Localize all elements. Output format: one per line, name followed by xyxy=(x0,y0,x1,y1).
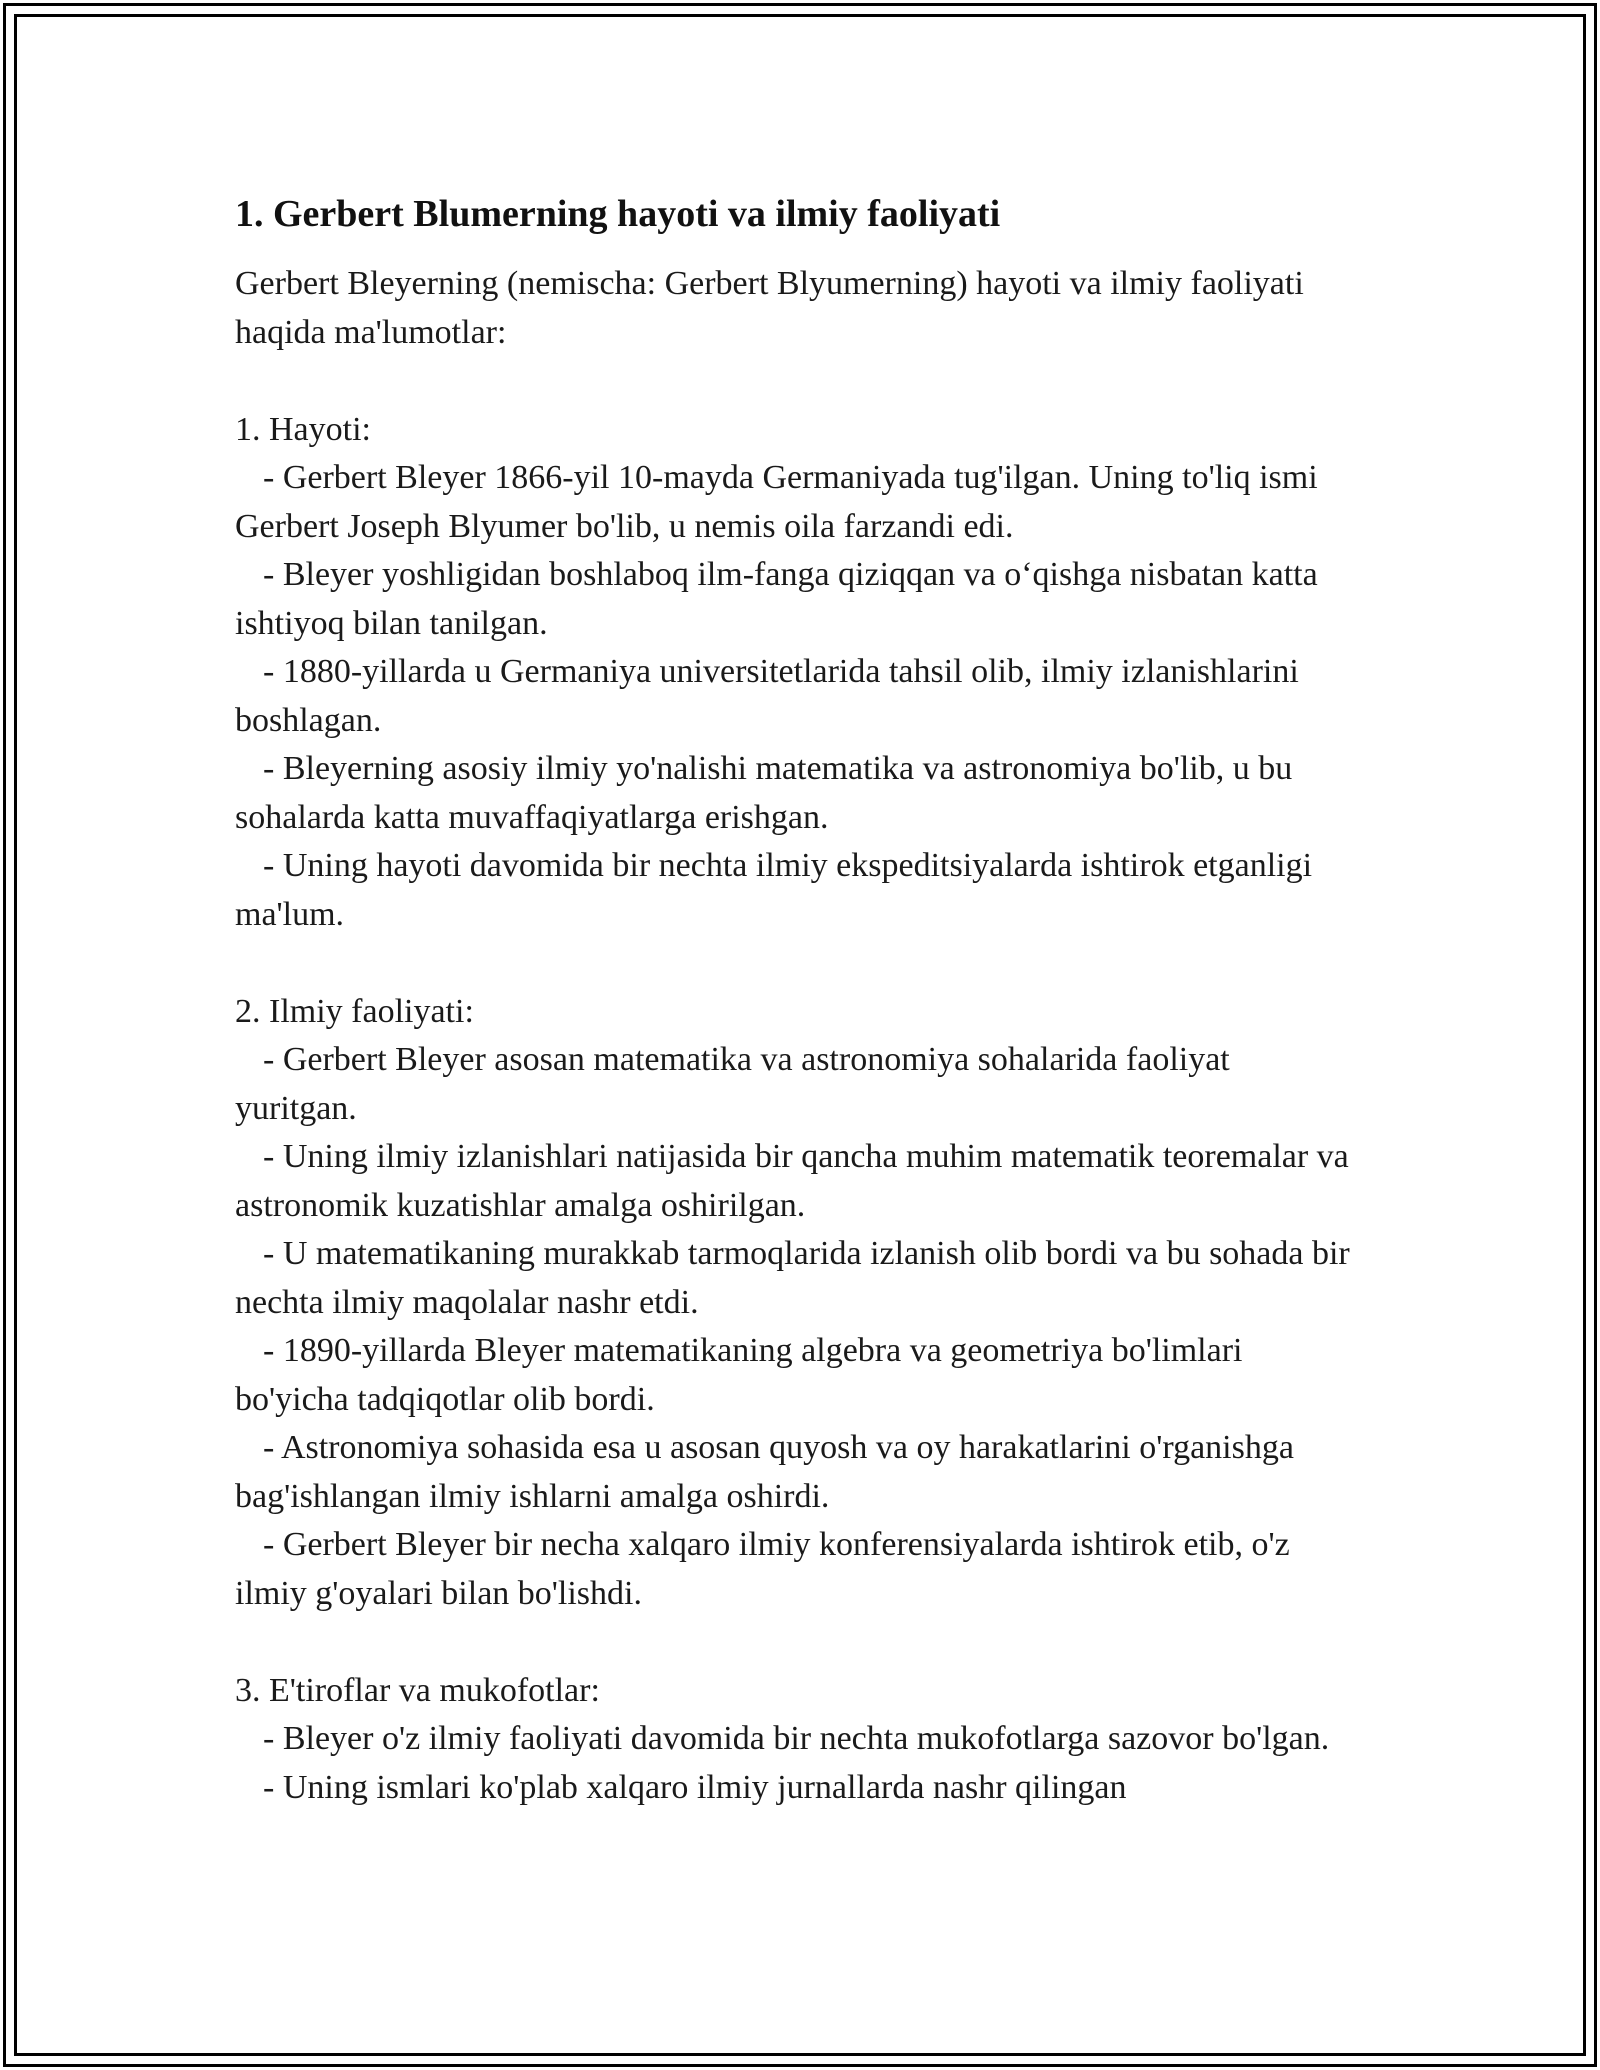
list-item xyxy=(235,1036,1355,1133)
list-item xyxy=(235,1230,1355,1327)
list-item-text: - Bleyer o'z ilmiy faoliyati davomida bir nechta mukofotlarga sazovor bo'lgan. xyxy=(263,1720,1330,1757)
list-item-text: - Gerbert Bleyer 1866-yil 10-mayda Germaniyada tug'ilgan. Uning to'liq ismi Gerbert Joseph Blyumer bo'lib, u nemis oila farzandi edi. xyxy=(235,459,1318,545)
intro-paragraph: Gerbert Bleyerning (nemischa: Gerbert Blyumerning) hayoti va ilmiy faoliyati haqida ma'lumotlar: xyxy=(235,265,1304,351)
section-etiroflar xyxy=(235,1667,1355,1813)
list-item-text: - Gerbert Bleyer bir necha xalqaro ilmiy konferensiyalarda ishtirok etib, o'z ilmiy g'oyalari bilan bo'lishdi. xyxy=(235,1526,1290,1612)
list-item xyxy=(235,648,1355,745)
list-item xyxy=(235,1133,1355,1230)
list-item xyxy=(235,1424,1355,1521)
list-item-text: - Uning ilmiy izlanishlari natijasida bir qancha muhim matematik teoremalar va astronomik kuzatishlar amalga oshirilgan. xyxy=(235,1138,1349,1224)
list-item xyxy=(235,454,1355,551)
list-item-text: - Astronomiya sohasida esa u asosan quyosh va oy harakatlarini o'rganishga bag'ishlangan ilmiy ishlarni amalga oshirdi. xyxy=(235,1429,1294,1515)
list-item-text: - 1890-yillarda Bleyer matematikaning algebra va geometriya bo'limlari bo'yicha tadqiqotlar olib bordi. xyxy=(235,1332,1243,1418)
list-item-text: - U matematikaning murakkab tarmoqlarida izlanish olib bordi va bu sohada bir nechta ilmiy maqolalar nashr etdi. xyxy=(235,1235,1350,1321)
list-item xyxy=(235,1521,1355,1618)
list-item-text: - Bleyerning asosiy ilmiy yo'nalishi matematika va astronomiya bo'lib, u bu sohalarda katta muvaffaqiyatlarga erishgan. xyxy=(235,750,1293,836)
list-item xyxy=(235,842,1355,939)
list-item-text: - Uning ismlari ko'plab xalqaro ilmiy jurnallarda nashr qilingan xyxy=(263,1768,1127,1806)
list-item-text: - Gerbert Bleyer asosan matematika va astronomiya sohalarida faoliyat yuritgan. xyxy=(235,1041,1230,1127)
list-item xyxy=(235,745,1355,842)
list-item-text: - Uning hayoti davomida bir nechta ilmiy ekspeditsiyalarda ishtirok etganligi ma'lum. xyxy=(235,847,1313,933)
list-item xyxy=(235,1327,1355,1424)
section-heading: 1. Hayoti: xyxy=(235,410,371,448)
document-title: 1. Gerbert Blumerning hayoti va ilmiy faoliyati xyxy=(235,193,1001,235)
section-heading: 2. Ilmiy faoliyati: xyxy=(235,992,474,1030)
list-item-text: - 1880-yillarda u Germaniya universitetlarida tahsil olib, ilmiy izlanishlarini boshlagan. xyxy=(235,653,1299,739)
section-ilmiy-faoliyati xyxy=(235,988,1355,1619)
list-item xyxy=(235,551,1355,648)
list-item xyxy=(235,1764,1355,1813)
list-item xyxy=(235,1715,1355,1764)
section-heading: 3. E'tiroflar va mukofotlar: xyxy=(235,1671,600,1709)
section-hayoti xyxy=(235,406,1355,940)
document-body xyxy=(235,186,1355,1812)
list-item-text: - Bleyer yoshligidan boshlaboq ilm-fanga qiziqqan va o‘qishga nisbatan katta ishtiyoq bilan tanilgan. xyxy=(235,556,1318,642)
